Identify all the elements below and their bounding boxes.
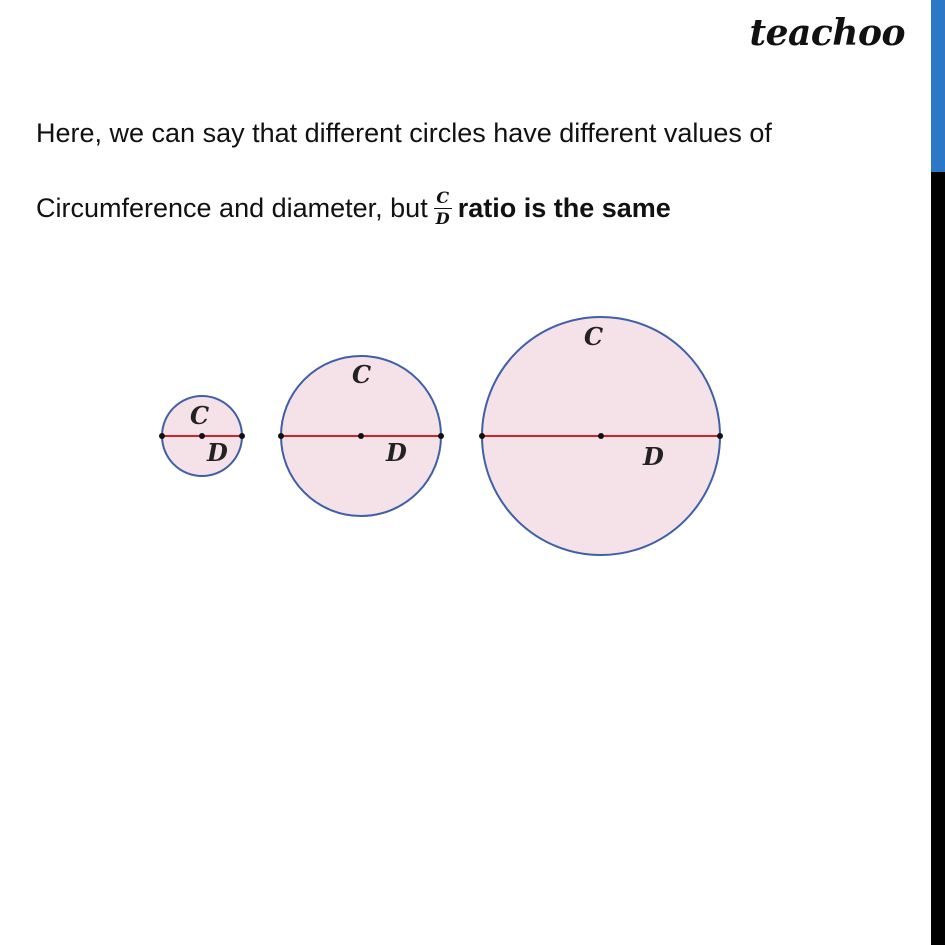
- fraction-numerator: C: [436, 187, 450, 207]
- medium-circle-center-point: [358, 433, 364, 439]
- large-circle-d-label: D: [643, 442, 664, 471]
- text-line-2-prefix: Circumference and diameter, but: [36, 192, 428, 223]
- small-circle-group: [159, 396, 245, 476]
- fraction-denominator: D: [435, 208, 450, 228]
- large-circle-center-point: [598, 433, 604, 439]
- medium-circle-d-label: D: [386, 438, 407, 467]
- text-line-1: Here, we can say that different circles have different values of: [36, 118, 772, 148]
- large-circle-left-point: [479, 433, 485, 439]
- medium-circle-left-point: [278, 433, 284, 439]
- medium-circle-right-point: [438, 433, 444, 439]
- small-circle-c-label: C: [190, 401, 210, 430]
- small-circle-center-point: [199, 433, 205, 439]
- small-circle-d-label: D: [207, 438, 228, 467]
- teachoo-logo: teachoo: [749, 12, 905, 54]
- large-circle-group: [479, 317, 723, 555]
- medium-circle-group: [278, 356, 444, 516]
- small-circle-right-point: [239, 433, 245, 439]
- large-circle-right-point: [717, 433, 723, 439]
- medium-circle-c-label: C: [352, 360, 372, 389]
- text-line-2-bold: ratio is the same: [457, 192, 671, 223]
- large-circle-c-label: C: [584, 322, 604, 351]
- small-circle-left-point: [159, 433, 165, 439]
